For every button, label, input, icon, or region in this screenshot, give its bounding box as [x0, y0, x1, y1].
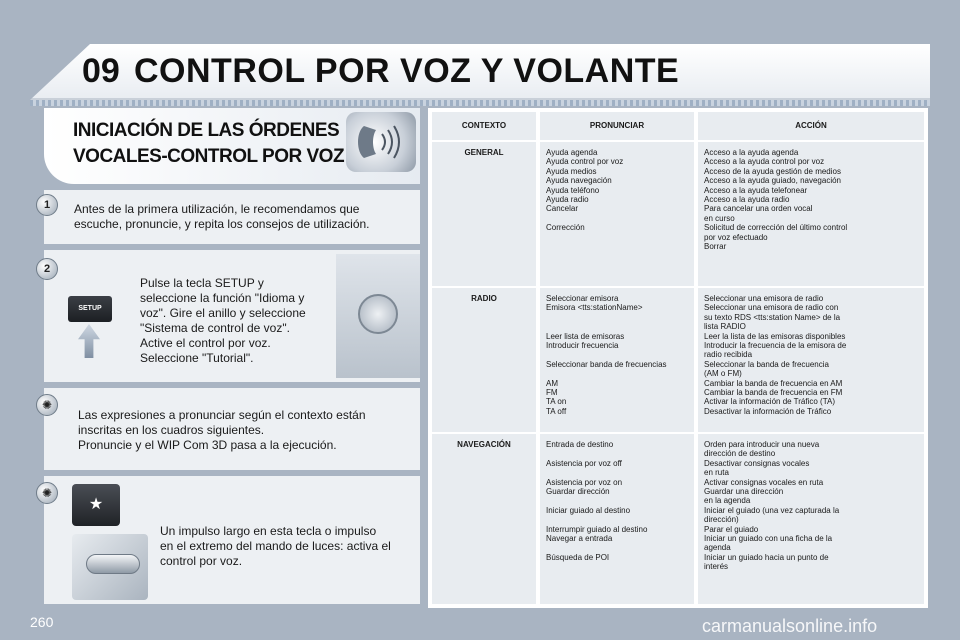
light-stalk-illustration — [72, 534, 148, 600]
tip-2-line: en el extremo del mando de luces: activa el — [160, 539, 391, 553]
step-2-text — [140, 276, 330, 366]
step-2-line: seleccione la función "Idioma y — [140, 291, 305, 305]
table-row-pronounce: Entrada de destino Asistencia por voz off Asistencia por voz on Guardar dirección Iniciar guiado al destino Interrumpir guiado al destino Navegar a entrada Búsqueda de POI — [540, 434, 694, 604]
step-2-line: Pulse la tecla SETUP y — [140, 276, 264, 290]
step-1-text — [74, 202, 414, 232]
table-header-pronounce: PRONUNCIAR — [540, 112, 694, 140]
page-number: 260 — [30, 614, 54, 630]
chapter-number: 09 — [82, 52, 120, 90]
step-2-badge: 2 — [36, 258, 58, 280]
watermark: carmanualsonline.info — [702, 616, 878, 636]
step-1-line: Antes de la primera utilización, le recomendamos que — [74, 202, 360, 216]
tip-1-line: inscritas en los cuadros siguientes. — [78, 423, 265, 437]
tip-2-text — [160, 524, 416, 569]
stalk-icon — [86, 554, 140, 574]
star-key-icon: ★ — [72, 484, 120, 526]
step-1-line: escuche, pronuncie, y repita los consejos de utilización. — [74, 217, 370, 231]
voice-command-icon — [346, 112, 416, 172]
voice-commands-table — [428, 108, 928, 608]
tip-1-line: Las expresiones a pronunciar según el contexto están — [78, 408, 366, 422]
setup-key-icon: SETUP — [68, 296, 112, 322]
table-row-action: Seleccionar una emisora de radio Seleccionar una emisora de radio con su texto RDS <tts:station Name> de la lista RADIO Leer la lista de las emisoras disponibles Introducir la frecuencia de la emisora de radio recibida Seleccionar la banda de frecuencia (AM o FM) Cambiar la banda de frecuencia en AM Cambiar la banda de frecuencia en FM Activar la información de Tráfico (TA) Desactivar la información de Tráfico — [698, 288, 924, 432]
table-header-context: CONTEXTO — [432, 112, 536, 140]
lightbulb-icon: ✺ — [36, 394, 58, 416]
step-2-line: Active el control por voz. — [140, 336, 271, 350]
table-row-context: NAVEGACIÓN — [432, 434, 536, 604]
section-title-line-1: INICIACIÓN DE LAS ÓRDENES — [73, 120, 340, 141]
section-title-line-2: VOCALES-CONTROL POR VOZ — [73, 146, 345, 167]
title-divider — [30, 100, 930, 106]
tip-2-line: Un impulso largo en esta tecla o impulso — [160, 524, 377, 538]
step-1-badge: 1 — [36, 194, 58, 216]
table-row-action: Orden para introducir una nueva dirección de destino Desactivar consignas vocales en ruta Activar consignas vocales en ruta Guardar una dirección en la agenda Iniciar el guiado (una vez capturada la dirección) Parar el guiado Iniciar un guiado con una ficha de la agenda Iniciar un guiado hacia un punto de interés — [698, 434, 924, 604]
tip-1-text — [78, 408, 414, 453]
lightbulb-icon: ✺ — [36, 482, 58, 504]
step-2-line: "Sistema de control de voz". — [140, 321, 290, 335]
rotary-knob-icon — [358, 294, 398, 334]
table-row-context: GENERAL — [432, 142, 536, 286]
section-title — [73, 118, 353, 170]
tip-1-line: Pronuncie y el WIP Com 3D pasa a la ejecución. — [78, 438, 337, 452]
table-header-action: ACCIÓN — [698, 112, 924, 140]
table-row-pronounce: Ayuda agenda Ayuda control por voz Ayuda medios Ayuda navegación Ayuda teléfono Ayuda radio Cancelar Corrección — [540, 142, 694, 286]
step-2-line: Seleccione "Tutorial". — [140, 351, 254, 365]
page-title: CONTROL POR VOZ Y VOLANTE — [134, 52, 680, 90]
table-row-context: RADIO — [432, 288, 536, 432]
table-row-pronounce: Seleccionar emisora Emisora <tts:stationName> Leer lista de emisoras Introducir frecuencia Seleccionar banda de frecuencias AM FM TA on TA off — [540, 288, 694, 432]
radio-unit-illustration — [336, 254, 420, 378]
step-2-line: voz". Gire el anillo y seleccione — [140, 306, 306, 320]
tip-2-line: control por voz. — [160, 554, 243, 568]
table-row-action: Acceso a la ayuda agenda Acceso a la ayuda control por voz Acceso de la ayuda gestión de medios Acceso a la ayuda guiado, navegación Acceso a la ayuda telefonear Acceso a la ayuda radio Para cancelar una orden vocal en curso Solicitud de corrección del último control por voz efectuado Borrar — [698, 142, 924, 286]
